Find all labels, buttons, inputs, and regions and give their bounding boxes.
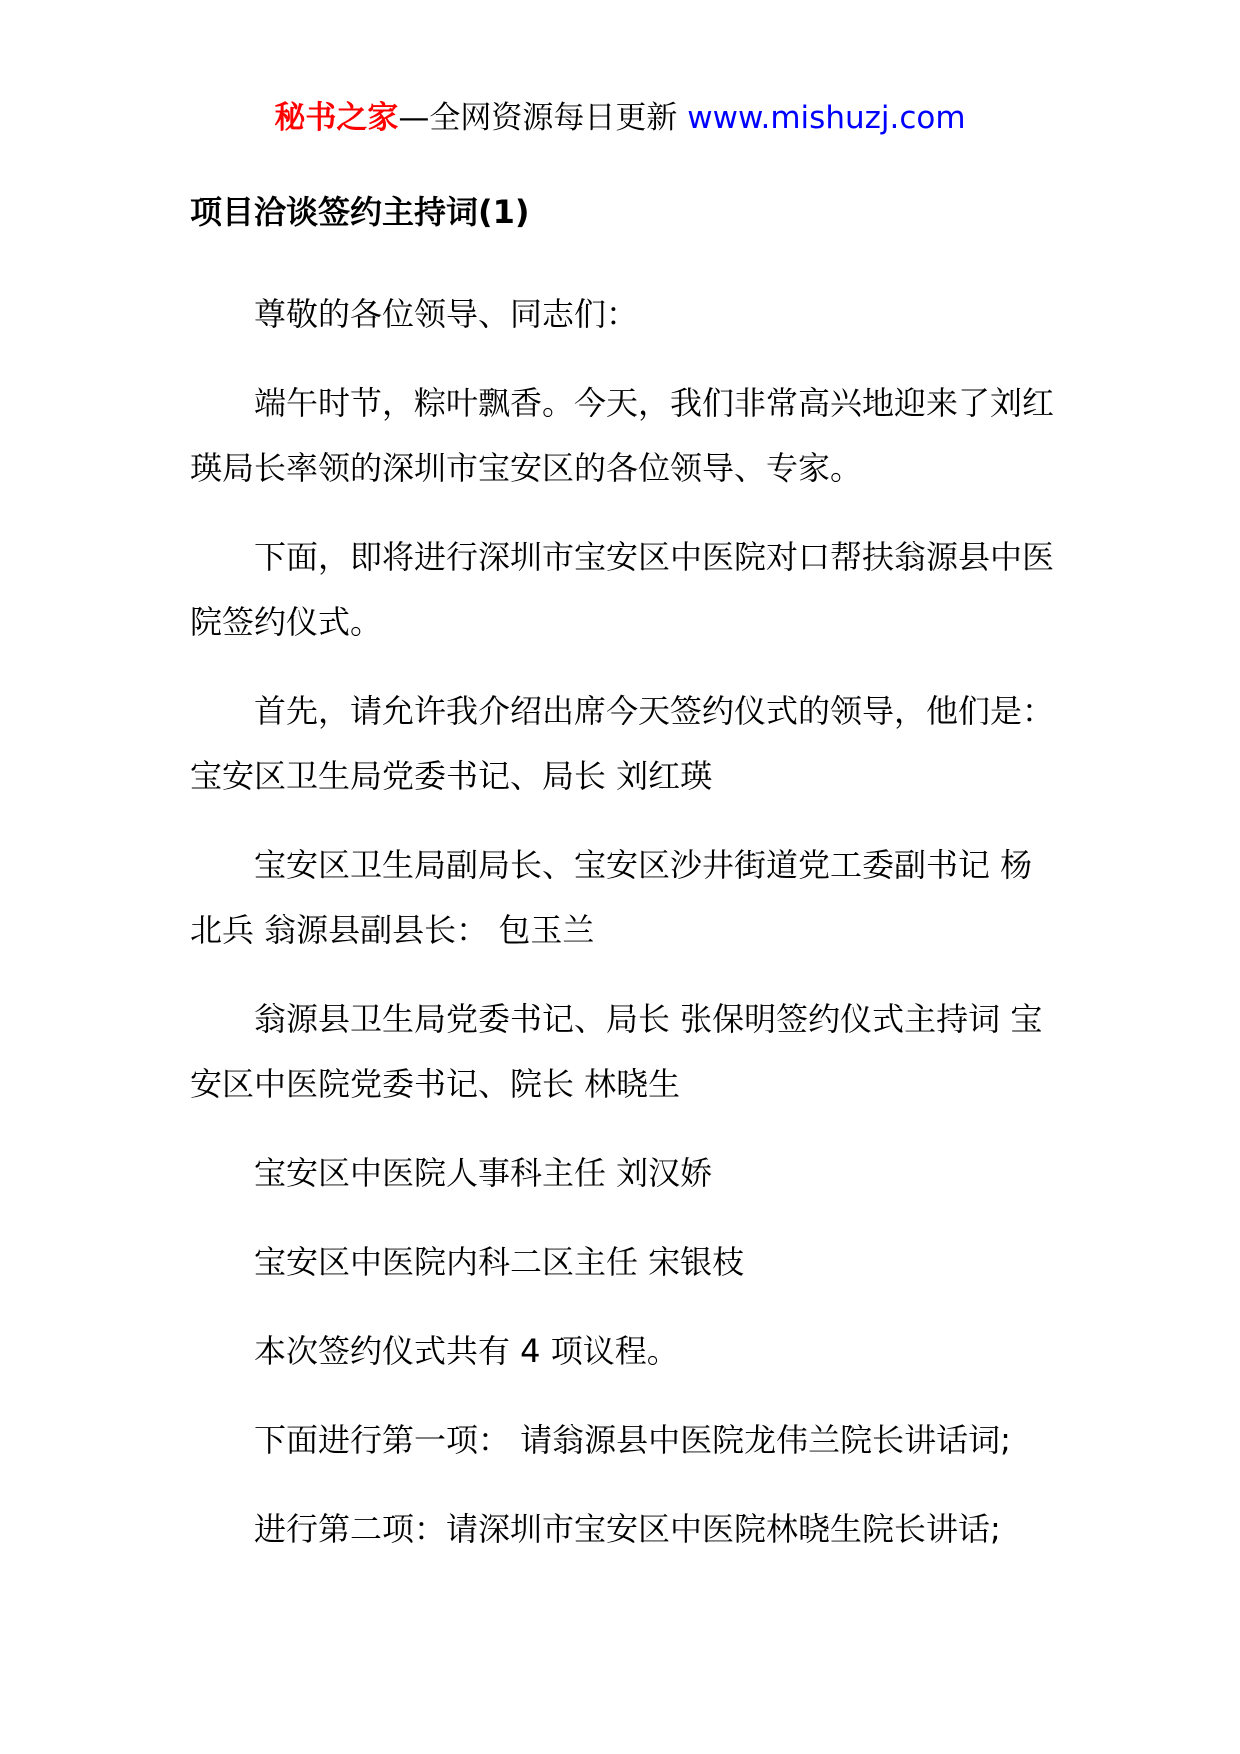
paragraph: 首先，请允许我介绍出席今天签约仪式的领导，他们是： 宝安区卫生局党委书记、局长 刘红瑛 (190, 692, 1055, 795)
paragraph: 宝安区中医院人事科主任 刘汉娇 (254, 1154, 713, 1192)
paragraph: 尊敬的各位领导、同志们： (254, 295, 639, 333)
document-body (190, 282, 1056, 1586)
paragraph: 宝安区卫生局副局长、宝安区沙井街道党工委副书记 杨北兵 翁源县副县长： 包玉兰 (190, 846, 1033, 949)
paragraph: 端午时节，粽叶飘香。今天，我们非常高兴地迎来了刘红瑛局长率领的深圳市宝安区的各位领导、专家。 (190, 384, 1055, 487)
document-title: 项目洽谈签约主持词(1) (190, 193, 530, 231)
site-header (0, 98, 1240, 138)
brand-name: 秘书之家 (274, 100, 399, 136)
paragraph: 宝安区中医院内科二区主任 宋银枝 (254, 1243, 745, 1281)
paragraph: 进行第二项：请深圳市宝安区中医院林晓生院长讲话; (254, 1510, 1001, 1548)
paragraph: 本次签约仪式共有 4 项议程。 (254, 1332, 679, 1370)
header-tagline: —全网资源每日更新 (398, 100, 678, 136)
paragraph: 下面，即将进行深圳市宝安区中医院对口帮扶翁源县中医院签约仪式。 (190, 538, 1055, 641)
paragraph: 翁源县卫生局党委书记、局长 张保明签约仪式主持词 宝安区中医院党委书记、院长 林晓生 (190, 1000, 1043, 1103)
paragraph: 下面进行第一项： 请翁源县中医院龙伟兰院长讲话词; (254, 1421, 1011, 1459)
site-url-link[interactable]: www.mishuzj.com (687, 100, 966, 136)
